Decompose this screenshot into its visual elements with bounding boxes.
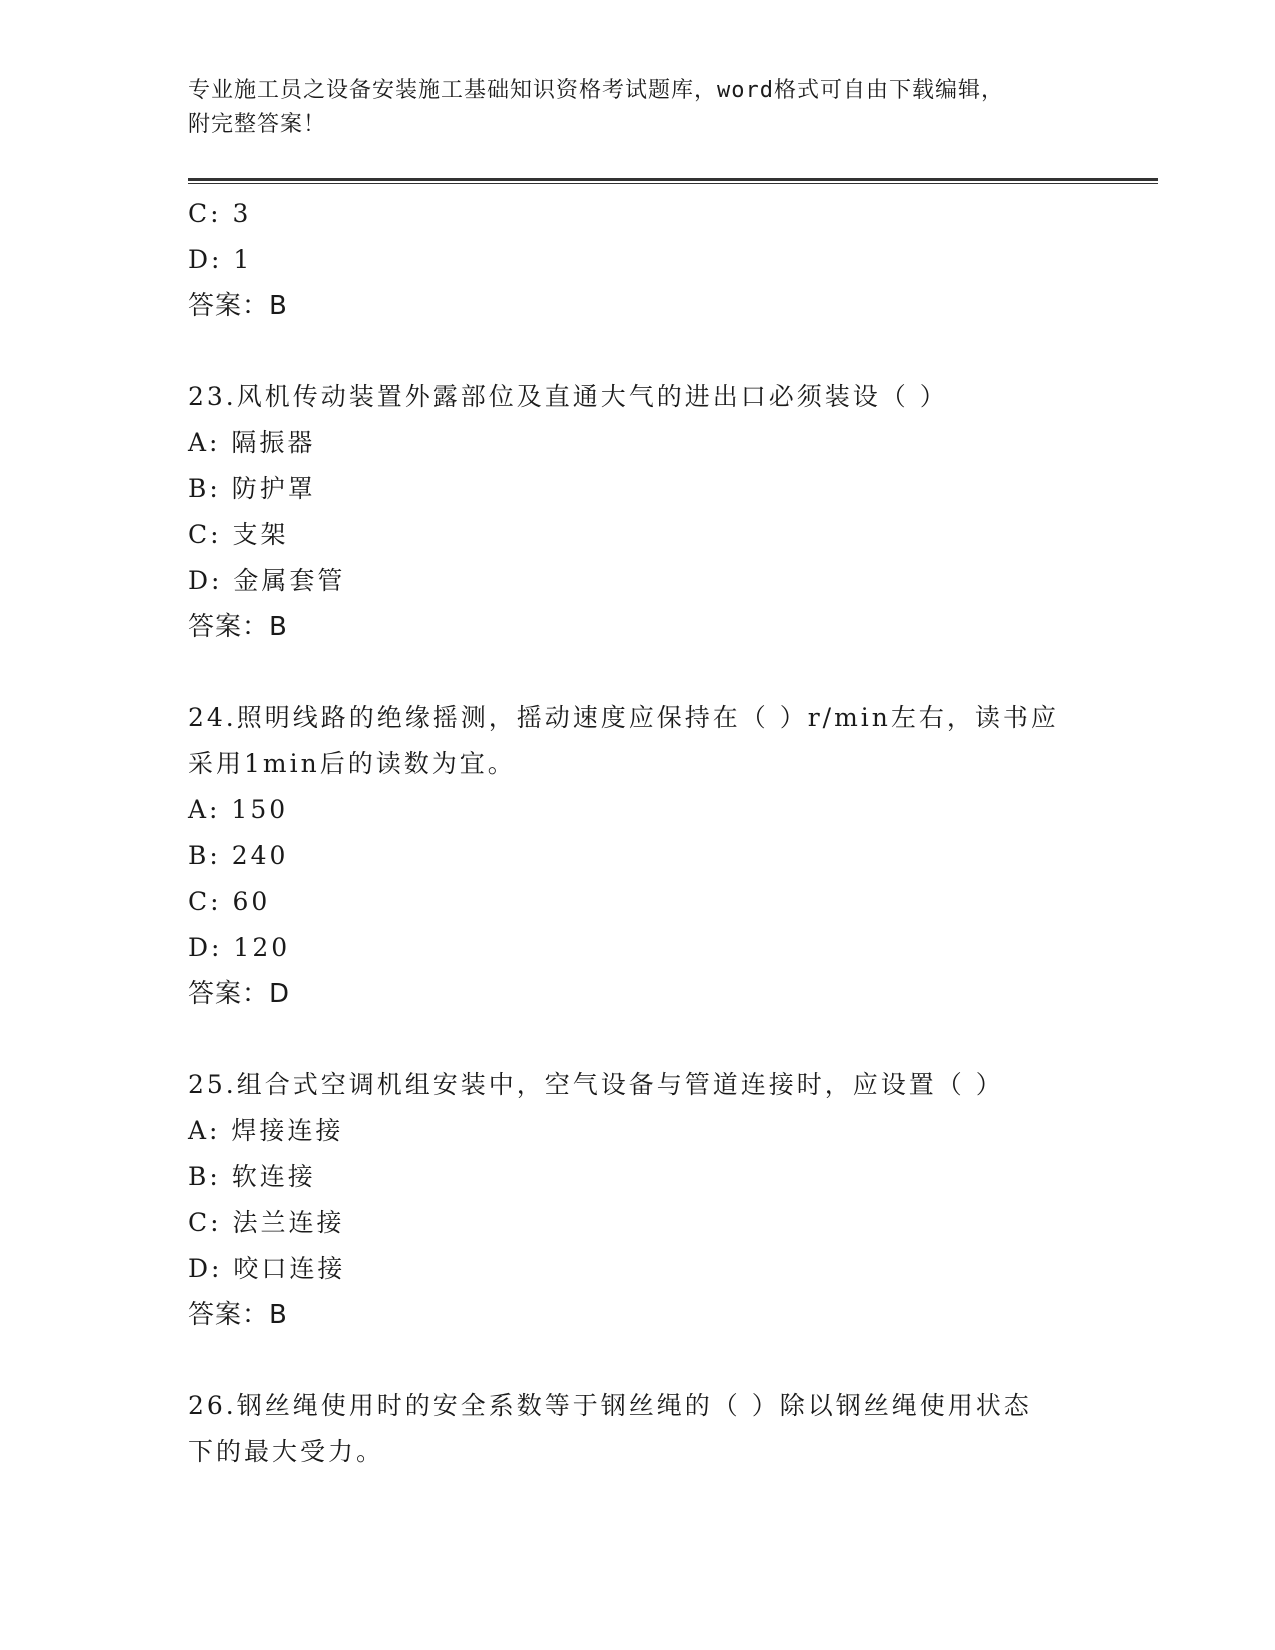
header-line-2: 附完整答案！: [188, 112, 327, 137]
answer-line: 答案：B: [188, 1300, 288, 1330]
answer-line: 答案：B: [188, 612, 288, 642]
option-d: D: 120: [188, 933, 291, 962]
answer-line: 答案：D: [188, 979, 291, 1009]
option-c: C: 法兰连接: [188, 1208, 345, 1237]
question-stem: 24.照明线路的绝缘摇测，摇动速度应保持在（ ）r/min左右，读书应: [188, 703, 1059, 732]
header-rule-thin: [188, 183, 1158, 184]
document-header: [188, 74, 1088, 142]
option-a: A: 150: [188, 795, 289, 824]
question-stem-continued: 采用1min后的读数为宜。: [188, 749, 516, 778]
question-26: [188, 1383, 1108, 1475]
option-d: D: 金属套管: [188, 566, 346, 595]
question-stem: 26.钢丝绳使用时的安全系数等于钢丝绳的（ ）除以钢丝绳使用状态: [188, 1391, 1032, 1420]
option-c: C: 3: [188, 199, 252, 228]
question-stem-continued: 下的最大受力。: [188, 1437, 385, 1466]
question-24: [188, 695, 1108, 1017]
option-d: D: 1: [188, 245, 253, 274]
option-a: A: 焊接连接: [188, 1116, 344, 1145]
option-b: B: 软连接: [188, 1162, 316, 1191]
option-b: B: 240: [188, 841, 289, 870]
header-line-1: 专业施工员之设备安装施工基础知识资格考试题库，word格式可自由下载编辑，: [188, 78, 1004, 103]
question-stem: 23.风机传动装置外露部位及直通大气的进出口必须装设（ ）: [188, 382, 948, 411]
question-stem: 25.组合式空调机组安装中，空气设备与管道连接时，应设置（ ）: [188, 1070, 1004, 1099]
option-d: D: 咬口连接: [188, 1254, 346, 1283]
question-23: [188, 374, 1108, 650]
option-c: C: 支架: [188, 520, 289, 549]
answer-line: 答案：B: [188, 291, 288, 321]
option-b: B: 防护罩: [188, 474, 316, 503]
header-rule-thick: [188, 178, 1158, 181]
option-c: C: 60: [188, 887, 271, 916]
question-25: [188, 1062, 1108, 1338]
option-a: A: 隔振器: [188, 428, 316, 457]
question-list: [188, 191, 1108, 1475]
